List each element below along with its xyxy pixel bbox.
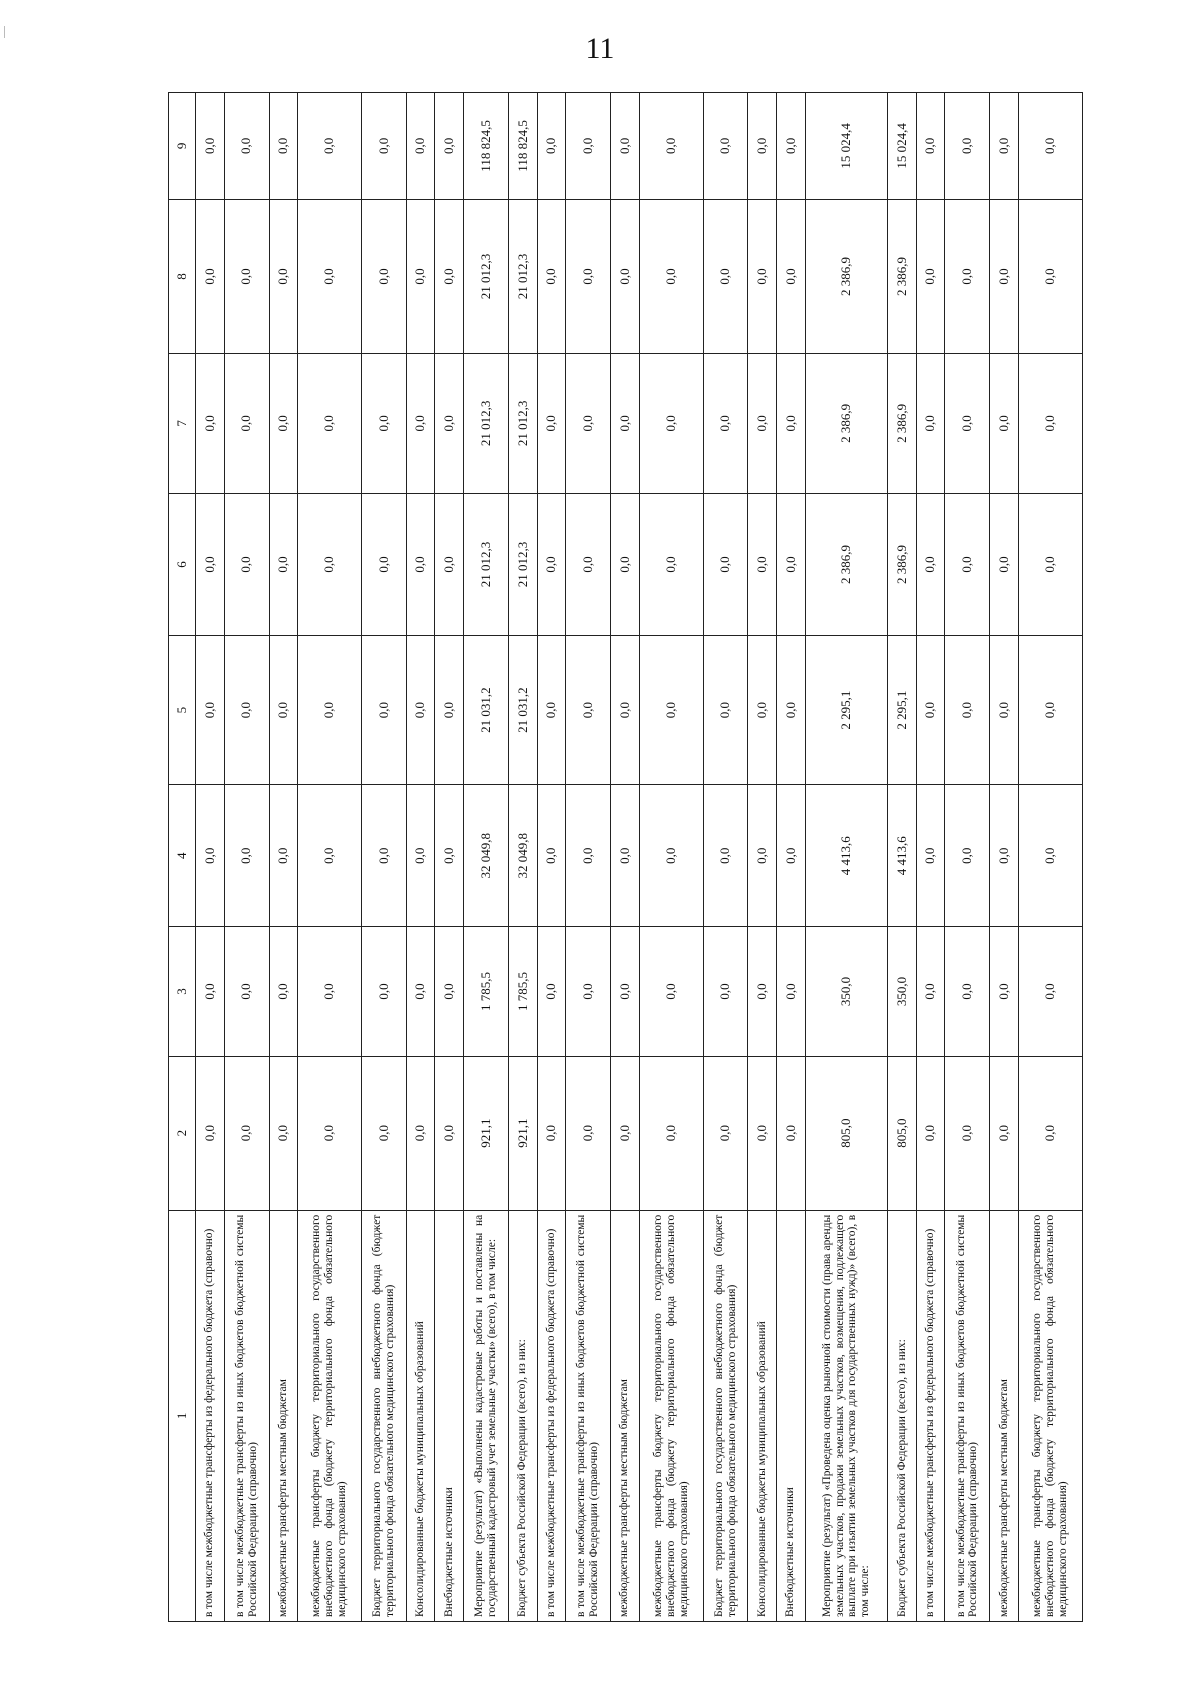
row-value: 0,0 — [945, 927, 990, 1056]
row-value: 0,0 — [916, 785, 945, 927]
row-value: 0,0 — [361, 927, 406, 1056]
row-value: 0,0 — [990, 636, 1019, 785]
row-value: 0,0 — [406, 785, 435, 927]
table-row — [1018, 93, 1082, 1622]
row-value: 0,0 — [639, 1056, 703, 1210]
row-label: межбюджетные трансферты местным бюджетам — [990, 1210, 1019, 1621]
row-value: 0,0 — [566, 785, 611, 927]
row-value: 21 012,3 — [509, 354, 538, 494]
row-value: 0,0 — [1018, 493, 1082, 635]
row-label: Внебюджетные источники — [777, 1210, 806, 1621]
column-header: 6 — [169, 493, 196, 635]
row-value: 0,0 — [1018, 927, 1082, 1056]
header-row — [169, 93, 196, 1622]
row-label: Бюджет субъекта Российской Федерации (всего), из них: — [509, 1210, 538, 1621]
row-value: 0,0 — [298, 785, 362, 927]
table-row — [888, 93, 917, 1622]
row-value: 0,0 — [777, 93, 806, 200]
row-value: 118 824,5 — [464, 93, 509, 200]
row-value: 350,0 — [805, 927, 888, 1056]
row-value: 0,0 — [748, 636, 777, 785]
table-row — [748, 93, 777, 1622]
column-header: 3 — [169, 927, 196, 1056]
row-value: 0,0 — [298, 199, 362, 353]
row-value: 0,0 — [990, 927, 1019, 1056]
row-value: 0,0 — [224, 785, 269, 927]
row-value: 0,0 — [990, 1056, 1019, 1210]
row-value: 0,0 — [639, 636, 703, 785]
row-value: 0,0 — [269, 636, 298, 785]
table-row — [805, 93, 888, 1622]
row-value: 0,0 — [748, 927, 777, 1056]
row-label: Внебюджетные источники — [435, 1210, 464, 1621]
row-value: 0,0 — [406, 636, 435, 785]
table-row — [566, 93, 611, 1622]
row-value: 0,0 — [196, 785, 225, 927]
row-label: Бюджет территориального государственного внебюджетного фонда (бюджет территориального фонда обязательного медицинского страхования) — [361, 1210, 406, 1621]
row-value: 0,0 — [196, 93, 225, 200]
row-value: 0,0 — [748, 93, 777, 200]
row-label: Консолидированные бюджеты муниципальных образований — [748, 1210, 777, 1621]
row-value: 0,0 — [639, 199, 703, 353]
row-value: 0,0 — [703, 1056, 748, 1210]
row-value: 0,0 — [269, 93, 298, 200]
row-value: 0,0 — [537, 636, 566, 785]
row-value: 0,0 — [990, 493, 1019, 635]
row-value: 0,0 — [537, 199, 566, 353]
table-row — [537, 93, 566, 1622]
row-value: 0,0 — [566, 493, 611, 635]
row-value: 0,0 — [639, 785, 703, 927]
row-value: 15 024,4 — [888, 93, 917, 200]
table-row — [639, 93, 703, 1622]
row-value: 0,0 — [537, 93, 566, 200]
row-value: 0,0 — [703, 354, 748, 494]
row-value: 0,0 — [916, 493, 945, 635]
row-value: 0,0 — [916, 927, 945, 1056]
row-value: 0,0 — [196, 1056, 225, 1210]
row-value: 805,0 — [805, 1056, 888, 1210]
row-value: 0,0 — [945, 93, 990, 200]
row-value: 0,0 — [703, 199, 748, 353]
row-value: 0,0 — [566, 1056, 611, 1210]
row-label: в том числе межбюджетные трансферты из иных бюджетов бюджетной системы Российской Федерации (справочно) — [945, 1210, 990, 1621]
row-value: 0,0 — [566, 93, 611, 200]
row-value: 0,0 — [269, 1056, 298, 1210]
row-value: 0,0 — [777, 1056, 806, 1210]
column-header: 5 — [169, 636, 196, 785]
row-value: 2 386,9 — [805, 493, 888, 635]
row-value: 1 785,5 — [509, 927, 538, 1056]
row-value: 0,0 — [777, 199, 806, 353]
row-value: 0,0 — [537, 927, 566, 1056]
row-value: 0,0 — [945, 636, 990, 785]
row-value: 0,0 — [361, 636, 406, 785]
row-label: межбюджетные трансферты местным бюджетам — [269, 1210, 298, 1621]
rotated-table-container — [168, 92, 1083, 1622]
row-value: 0,0 — [916, 636, 945, 785]
row-value: 0,0 — [748, 199, 777, 353]
row-value: 1 785,5 — [464, 927, 509, 1056]
row-value: 0,0 — [196, 199, 225, 353]
table-row — [777, 93, 806, 1622]
row-value: 0,0 — [298, 354, 362, 494]
row-value: 0,0 — [224, 493, 269, 635]
row-value: 32 049,8 — [464, 785, 509, 927]
row-value: 0,0 — [269, 785, 298, 927]
row-value: 0,0 — [1018, 1056, 1082, 1210]
row-value: 2 386,9 — [888, 493, 917, 635]
row-value: 0,0 — [916, 93, 945, 200]
row-value: 0,0 — [945, 199, 990, 353]
page-number: 11 — [585, 32, 615, 65]
row-label: в том числе межбюджетные трансферты из федерального бюджета (справочно) — [916, 1210, 945, 1621]
row-value: 0,0 — [748, 354, 777, 494]
row-value: 0,0 — [566, 927, 611, 1056]
table-row — [916, 93, 945, 1622]
row-label: в том числе межбюджетные трансферты из иных бюджетов бюджетной системы Российской Федерации (справочно) — [566, 1210, 611, 1621]
row-value: 0,0 — [566, 199, 611, 353]
row-value: 0,0 — [537, 354, 566, 494]
row-value: 0,0 — [298, 493, 362, 635]
column-header: 4 — [169, 785, 196, 927]
row-value: 0,0 — [1018, 354, 1082, 494]
row-value: 2 295,1 — [888, 636, 917, 785]
row-value: 0,0 — [224, 199, 269, 353]
row-value: 0,0 — [224, 636, 269, 785]
row-value: 0,0 — [196, 927, 225, 1056]
row-value: 0,0 — [611, 199, 640, 353]
row-value: 0,0 — [748, 785, 777, 927]
row-value: 0,0 — [269, 199, 298, 353]
row-value: 0,0 — [435, 93, 464, 200]
row-value: 0,0 — [1018, 636, 1082, 785]
rotated-table — [168, 92, 1083, 1622]
row-value: 0,0 — [566, 354, 611, 494]
table-row — [406, 93, 435, 1622]
row-value: 2 386,9 — [888, 354, 917, 494]
row-value: 2 386,9 — [805, 199, 888, 353]
budget-table — [168, 92, 1083, 1622]
row-value: 0,0 — [777, 927, 806, 1056]
row-value: 21 031,2 — [464, 636, 509, 785]
column-header: 7 — [169, 354, 196, 494]
row-value: 0,0 — [703, 927, 748, 1056]
row-value: 0,0 — [406, 199, 435, 353]
row-value: 0,0 — [945, 354, 990, 494]
row-value: 0,0 — [945, 785, 990, 927]
row-value: 0,0 — [703, 636, 748, 785]
row-label: межбюджетные трансферты местным бюджетам — [611, 1210, 640, 1621]
row-label: в том числе межбюджетные трансферты из иных бюджетов бюджетной системы Российской Федерации (справочно) — [224, 1210, 269, 1621]
row-label: межбюджетные трансферты бюджету территориального государственного внебюджетного фонда (бюджету территориального фонда обязательного медицинского страхования) — [1018, 1210, 1082, 1621]
row-value: 2 386,9 — [805, 354, 888, 494]
row-value: 0,0 — [639, 93, 703, 200]
row-value: 0,0 — [611, 1056, 640, 1210]
row-value: 0,0 — [406, 354, 435, 494]
row-value: 21 012,3 — [464, 199, 509, 353]
row-value: 118 824,5 — [509, 93, 538, 200]
row-value: 0,0 — [990, 785, 1019, 927]
row-value: 21 012,3 — [509, 493, 538, 635]
row-value: 2 295,1 — [805, 636, 888, 785]
row-value: 0,0 — [990, 354, 1019, 494]
row-value: 0,0 — [639, 354, 703, 494]
row-value: 0,0 — [406, 93, 435, 200]
table-row — [990, 93, 1019, 1622]
row-value: 0,0 — [298, 927, 362, 1056]
row-value: 0,0 — [196, 493, 225, 635]
row-value: 0,0 — [1018, 785, 1082, 927]
row-value: 921,1 — [509, 1056, 538, 1210]
row-value: 0,0 — [611, 927, 640, 1056]
row-value: 0,0 — [406, 1056, 435, 1210]
table-row — [269, 93, 298, 1622]
table-row — [298, 93, 362, 1622]
row-value: 0,0 — [224, 927, 269, 1056]
row-value: 0,0 — [537, 1056, 566, 1210]
row-value: 0,0 — [777, 785, 806, 927]
row-value: 0,0 — [703, 93, 748, 200]
row-value: 0,0 — [777, 493, 806, 635]
row-value: 0,0 — [196, 354, 225, 494]
row-value: 0,0 — [224, 1056, 269, 1210]
table-row — [509, 93, 538, 1622]
row-value: 0,0 — [269, 354, 298, 494]
row-value: 0,0 — [748, 1056, 777, 1210]
row-value: 0,0 — [406, 927, 435, 1056]
table-row — [361, 93, 406, 1622]
row-label: Консолидированные бюджеты муниципальных образований — [406, 1210, 435, 1621]
row-value: 15 024,4 — [805, 93, 888, 200]
row-value: 0,0 — [298, 636, 362, 785]
row-value: 0,0 — [990, 199, 1019, 353]
column-header: 1 — [169, 1210, 196, 1621]
row-value: 0,0 — [945, 1056, 990, 1210]
row-label: межбюджетные трансферты бюджету территориального государственного внебюджетного фонда (бюджету территориального фонда обязательного медицинского страхования) — [298, 1210, 362, 1621]
row-value: 0,0 — [639, 927, 703, 1056]
table-row — [611, 93, 640, 1622]
row-value: 0,0 — [361, 1056, 406, 1210]
row-value: 21 012,3 — [464, 354, 509, 494]
row-value: 0,0 — [224, 93, 269, 200]
row-value: 0,0 — [435, 354, 464, 494]
row-value: 32 049,8 — [509, 785, 538, 927]
row-value: 0,0 — [435, 636, 464, 785]
row-value: 0,0 — [611, 93, 640, 200]
row-value: 21 012,3 — [509, 199, 538, 353]
row-value: 0,0 — [945, 493, 990, 635]
row-value: 0,0 — [916, 1056, 945, 1210]
row-value: 0,0 — [703, 785, 748, 927]
row-value: 0,0 — [916, 354, 945, 494]
row-label: в том числе межбюджетные трансферты из федерального бюджета (справочно) — [196, 1210, 225, 1621]
table-row — [196, 93, 225, 1622]
row-label: Бюджет территориального государственного внебюджетного фонда (бюджет территориального фонда обязательного медицинского страхования) — [703, 1210, 748, 1621]
row-value: 0,0 — [611, 636, 640, 785]
row-value: 0,0 — [537, 785, 566, 927]
row-value: 0,0 — [361, 354, 406, 494]
row-label: Мероприятие (результат) «Проведена оценка рыночной стоимости (права аренды земельных участков, продажи земельных участков, возмещения, подлежащего выплате при изъятии земельных участков для государственных нужд)» (всего), в том числе: — [805, 1210, 888, 1621]
row-value: 0,0 — [435, 1056, 464, 1210]
row-value: 4 413,6 — [805, 785, 888, 927]
row-value: 0,0 — [269, 927, 298, 1056]
table-row — [435, 93, 464, 1622]
table-row — [224, 93, 269, 1622]
row-value: 0,0 — [703, 493, 748, 635]
row-value: 0,0 — [269, 493, 298, 635]
table-row — [464, 93, 509, 1622]
row-value: 21 031,2 — [509, 636, 538, 785]
row-value: 0,0 — [435, 927, 464, 1056]
column-header: 2 — [169, 1056, 196, 1210]
table-row — [703, 93, 748, 1622]
row-value: 0,0 — [1018, 93, 1082, 200]
row-value: 0,0 — [777, 354, 806, 494]
row-value: 0,0 — [748, 493, 777, 635]
row-value: 0,0 — [1018, 199, 1082, 353]
row-label: межбюджетные трансферты бюджету территориального государственного внебюджетного фонда (бюджету территориального фонда обязательного медицинского страхования) — [639, 1210, 703, 1621]
row-value: 0,0 — [361, 785, 406, 927]
row-value: 4 413,6 — [888, 785, 917, 927]
row-value: 0,0 — [196, 636, 225, 785]
row-value: 0,0 — [298, 93, 362, 200]
row-value: 921,1 — [464, 1056, 509, 1210]
column-header: 8 — [169, 199, 196, 353]
row-label: Мероприятие (результат) «Выполнены кадастровые работы и поставлены на государственный кадастровый учет земельные участки» (всего), в том числе: — [464, 1210, 509, 1621]
row-value: 0,0 — [435, 199, 464, 353]
row-value: 0,0 — [566, 636, 611, 785]
column-header: 9 — [169, 93, 196, 200]
row-value: 0,0 — [361, 493, 406, 635]
row-value: 0,0 — [435, 493, 464, 635]
row-value: 0,0 — [435, 785, 464, 927]
row-value: 0,0 — [916, 199, 945, 353]
row-value: 0,0 — [298, 1056, 362, 1210]
row-value: 2 386,9 — [888, 199, 917, 353]
table-row — [945, 93, 990, 1622]
row-value: 350,0 — [888, 927, 917, 1056]
row-value: 0,0 — [406, 493, 435, 635]
row-value: 0,0 — [611, 493, 640, 635]
row-value: 0,0 — [537, 493, 566, 635]
row-value: 0,0 — [361, 199, 406, 353]
row-value: 0,0 — [611, 785, 640, 927]
row-value: 0,0 — [777, 636, 806, 785]
row-label: в том числе межбюджетные трансферты из федерального бюджета (справочно) — [537, 1210, 566, 1621]
table-body — [169, 93, 1083, 1622]
row-value: 0,0 — [639, 493, 703, 635]
row-value: 0,0 — [361, 93, 406, 200]
row-value: 0,0 — [224, 354, 269, 494]
row-value: 0,0 — [990, 93, 1019, 200]
row-label: Бюджет субъекта Российской Федерации (всего), из них: — [888, 1210, 917, 1621]
row-value: 805,0 — [888, 1056, 917, 1210]
row-value: 21 012,3 — [464, 493, 509, 635]
row-value: 0,0 — [611, 354, 640, 494]
